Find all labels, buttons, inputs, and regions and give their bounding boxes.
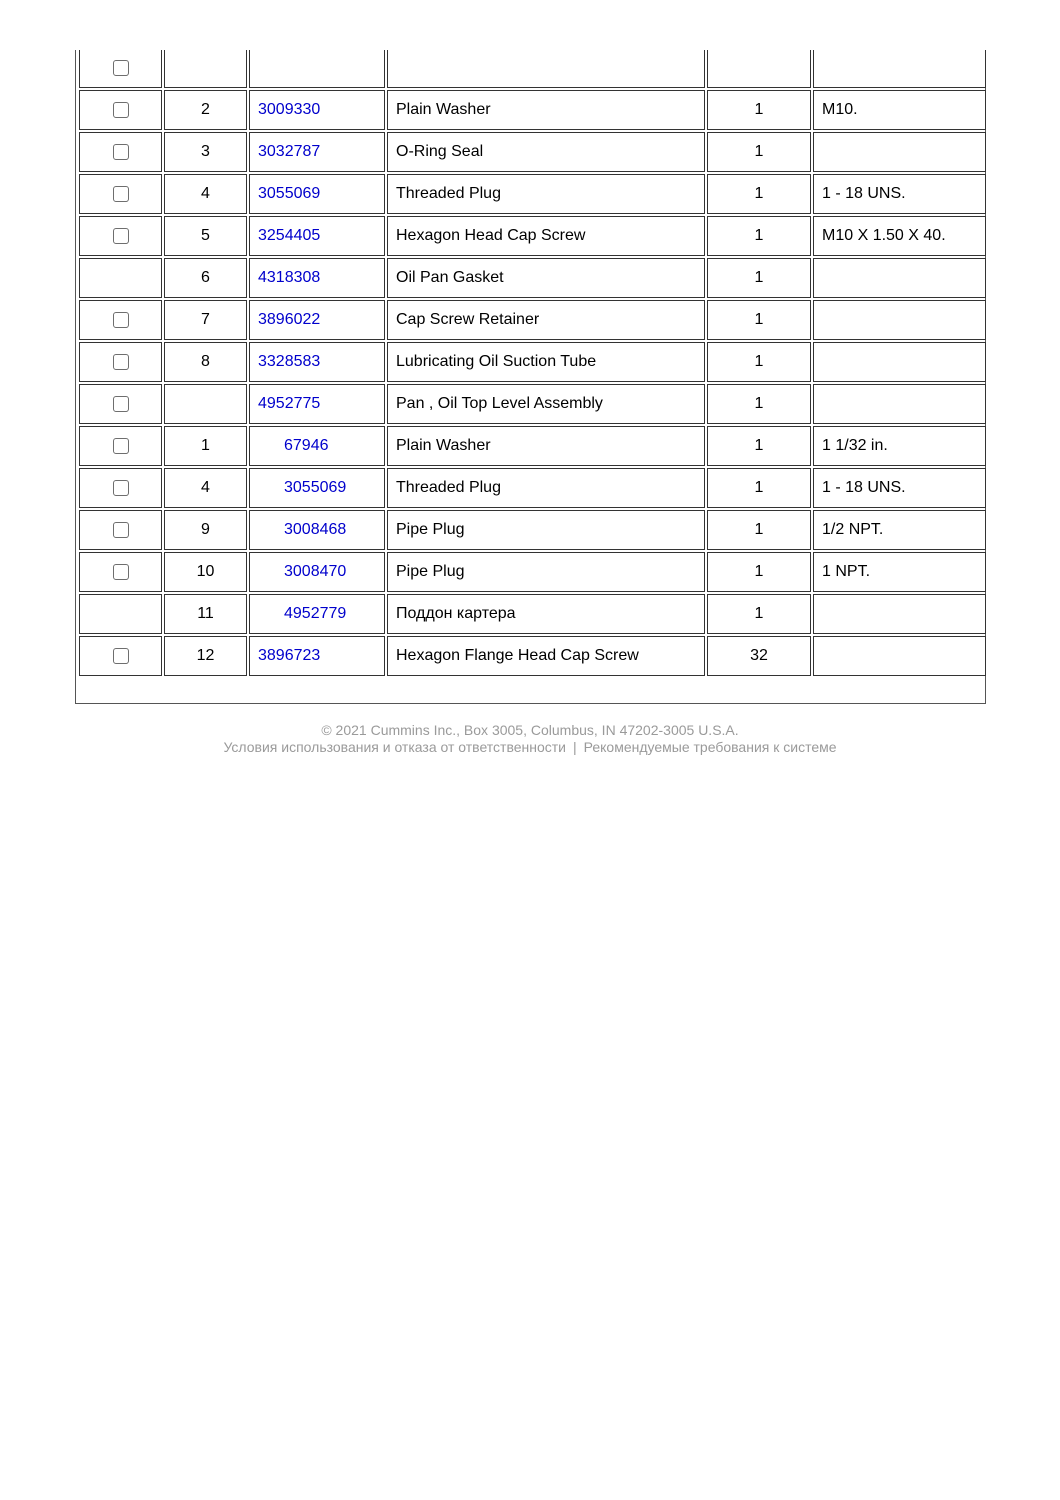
- item-number-cell: 9: [164, 510, 247, 550]
- row-select-checkbox[interactable]: [113, 648, 129, 664]
- part-number-link[interactable]: 67946: [284, 437, 329, 454]
- part-number-link[interactable]: 3896022: [258, 311, 321, 328]
- quantity-cell: 1: [707, 552, 811, 592]
- item-number-cell: 7: [164, 300, 247, 340]
- part-number-cell: [249, 258, 385, 298]
- row-select-checkbox[interactable]: [113, 102, 129, 118]
- part-number-link[interactable]: 3328583: [258, 353, 321, 370]
- part-number-cell: [249, 342, 385, 382]
- description-cell: Threaded Plug: [387, 468, 705, 508]
- notes-cell: 1 - 18 UNS.: [813, 174, 986, 214]
- row-select-checkbox[interactable]: [113, 60, 129, 76]
- row-select-checkbox[interactable]: [113, 144, 129, 160]
- part-number-link[interactable]: 4952775: [258, 395, 321, 412]
- table-row: [79, 384, 986, 424]
- quantity-cell: 1: [707, 300, 811, 340]
- select-cell: [79, 384, 162, 424]
- notes-cell: [813, 132, 986, 172]
- table-row: [79, 510, 986, 550]
- select-cell: [79, 636, 162, 676]
- part-number-cell: [249, 300, 385, 340]
- part-number-cell: [249, 384, 385, 424]
- quantity-cell: 1: [707, 174, 811, 214]
- parts-table: [77, 50, 986, 678]
- select-cell: [79, 300, 162, 340]
- table-row: [79, 300, 986, 340]
- item-number-cell: 4: [164, 468, 247, 508]
- part-number-link[interactable]: 3008470: [284, 563, 347, 580]
- select-cell: [79, 258, 162, 298]
- item-number-cell: 10: [164, 552, 247, 592]
- select-cell: [79, 50, 162, 88]
- row-select-checkbox[interactable]: [113, 186, 129, 202]
- description-cell: Pipe Plug: [387, 552, 705, 592]
- part-number-cell: [249, 90, 385, 130]
- item-number-cell: [164, 50, 247, 88]
- description-cell: Plain Washer: [387, 90, 705, 130]
- quantity-cell: 1: [707, 216, 811, 256]
- select-cell: [79, 552, 162, 592]
- row-select-checkbox[interactable]: [113, 354, 129, 370]
- notes-cell: [813, 342, 986, 382]
- quantity-cell: 1: [707, 132, 811, 172]
- part-number-cell: [249, 594, 385, 634]
- part-number-cell: [249, 132, 385, 172]
- description-cell: [387, 50, 705, 88]
- quantity-cell: 1: [707, 342, 811, 382]
- item-number-cell: 3: [164, 132, 247, 172]
- table-row: [79, 258, 986, 298]
- item-number-cell: 11: [164, 594, 247, 634]
- part-number-cell: [249, 50, 385, 88]
- notes-cell: [813, 300, 986, 340]
- part-number-link[interactable]: 3008468: [284, 521, 347, 538]
- table-row: [79, 468, 986, 508]
- part-number-cell: [249, 552, 385, 592]
- table-row: [79, 342, 986, 382]
- page-footer: [0, 722, 1060, 756]
- notes-cell: [813, 636, 986, 676]
- description-cell: Поддон картера: [387, 594, 705, 634]
- part-number-link[interactable]: 3254405: [258, 227, 321, 244]
- select-cell: [79, 342, 162, 382]
- table-row: [79, 636, 986, 676]
- system-requirements-link[interactable]: Рекомендуемые требования к системе: [583, 739, 837, 755]
- description-cell: Threaded Plug: [387, 174, 705, 214]
- quantity-cell: 1: [707, 258, 811, 298]
- part-number-link[interactable]: 4318308: [258, 269, 321, 286]
- select-cell: [79, 426, 162, 466]
- table-row: [79, 50, 986, 88]
- description-cell: Plain Washer: [387, 426, 705, 466]
- footer-separator: |: [573, 739, 577, 755]
- row-select-checkbox[interactable]: [113, 522, 129, 538]
- quantity-cell: 1: [707, 426, 811, 466]
- part-number-cell: [249, 426, 385, 466]
- part-number-link[interactable]: 3055069: [258, 185, 321, 202]
- item-number-cell: 8: [164, 342, 247, 382]
- parts-list: [75, 50, 986, 704]
- part-number-link[interactable]: 3896723: [258, 647, 321, 664]
- item-number-cell: 1: [164, 426, 247, 466]
- item-number-cell: 6: [164, 258, 247, 298]
- select-cell: [79, 510, 162, 550]
- part-number-link[interactable]: 3009330: [258, 101, 321, 118]
- table-row: [79, 426, 986, 466]
- part-number-cell: [249, 174, 385, 214]
- item-number-cell: 5: [164, 216, 247, 256]
- notes-cell: M10 X 1.50 X 40.: [813, 216, 986, 256]
- select-cell: [79, 216, 162, 256]
- notes-cell: 1 NPT.: [813, 552, 986, 592]
- copyright-text: © 2021 Cummins Inc., Box 3005, Columbus, IN 47202-3005 U.S.A.: [321, 722, 739, 738]
- quantity-cell: 1: [707, 90, 811, 130]
- notes-cell: M10.: [813, 90, 986, 130]
- notes-cell: [813, 384, 986, 424]
- row-select-checkbox[interactable]: [113, 564, 129, 580]
- item-number-cell: [164, 384, 247, 424]
- part-number-link[interactable]: 3055069: [284, 479, 347, 496]
- notes-cell: [813, 594, 986, 634]
- row-select-checkbox[interactable]: [113, 312, 129, 328]
- item-number-cell: 12: [164, 636, 247, 676]
- item-number-cell: 4: [164, 174, 247, 214]
- table-row: [79, 216, 986, 256]
- part-number-cell: [249, 510, 385, 550]
- row-select-checkbox[interactable]: [113, 438, 129, 454]
- description-cell: Pan , Oil Top Level Assembly: [387, 384, 705, 424]
- description-cell: Hexagon Head Cap Screw: [387, 216, 705, 256]
- select-cell: [79, 132, 162, 172]
- notes-cell: 1/2 NPT.: [813, 510, 986, 550]
- quantity-cell: 1: [707, 384, 811, 424]
- quantity-cell: 1: [707, 594, 811, 634]
- notes-cell: 1 - 18 UNS.: [813, 468, 986, 508]
- item-number-cell: 2: [164, 90, 247, 130]
- table-row: [79, 132, 986, 172]
- notes-cell: [813, 258, 986, 298]
- table-row: [79, 90, 986, 130]
- row-select-checkbox[interactable]: [113, 480, 129, 496]
- terms-link[interactable]: Условия использования и отказа от ответственности: [223, 739, 566, 755]
- select-cell: [79, 90, 162, 130]
- part-number-cell: [249, 468, 385, 508]
- description-cell: Cap Screw Retainer: [387, 300, 705, 340]
- part-number-cell: [249, 636, 385, 676]
- notes-cell: [813, 50, 986, 88]
- parts-table-body: [79, 50, 986, 676]
- description-cell: O-Ring Seal: [387, 132, 705, 172]
- select-cell: [79, 174, 162, 214]
- quantity-cell: 32: [707, 636, 811, 676]
- table-row: [79, 174, 986, 214]
- select-cell: [79, 594, 162, 634]
- description-cell: Pipe Plug: [387, 510, 705, 550]
- quantity-cell: [707, 50, 811, 88]
- description-cell: Lubricating Oil Suction Tube: [387, 342, 705, 382]
- row-select-checkbox[interactable]: [113, 396, 129, 412]
- table-row: [79, 594, 986, 634]
- quantity-cell: 1: [707, 468, 811, 508]
- part-number-link[interactable]: 4952779: [284, 605, 347, 622]
- description-cell: Hexagon Flange Head Cap Screw: [387, 636, 705, 676]
- quantity-cell: 1: [707, 510, 811, 550]
- part-number-link[interactable]: 3032787: [258, 143, 321, 160]
- part-number-cell: [249, 216, 385, 256]
- description-cell: Oil Pan Gasket: [387, 258, 705, 298]
- notes-cell: 1 1/32 in.: [813, 426, 986, 466]
- select-cell: [79, 468, 162, 508]
- row-select-checkbox[interactable]: [113, 228, 129, 244]
- table-row: [79, 552, 986, 592]
- footer-links: [0, 739, 1060, 756]
